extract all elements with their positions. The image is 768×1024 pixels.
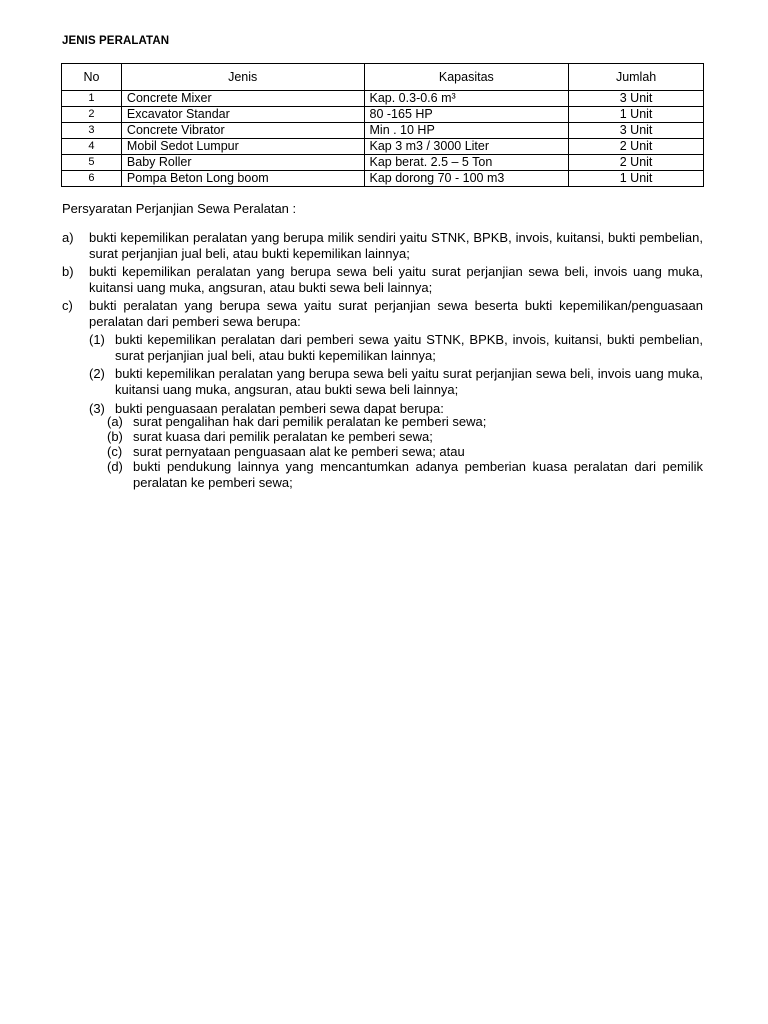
- table-row: [62, 139, 704, 155]
- table-row: [62, 171, 704, 187]
- item-text: bukti kepemilikan peralatan yang berupa sewa beli yaitu surat perjanjian sewa beli, invois uang muka, kuitansi uang muka, angsuran, atau bukti sewa beli lainnya;: [89, 264, 703, 295]
- table-row: [62, 91, 704, 107]
- item-text: bukti kepemilikan peralatan yang berupa milik sendiri yaitu STNK, BPKB, invois, kuitansi, bukti pembelian, surat perjanjian jual beli, atau bukti kepemilikan lainnya;: [89, 230, 703, 261]
- requirement-subitem-1: [89, 332, 703, 363]
- cell-no: 6: [62, 171, 122, 187]
- item-text: bukti peralatan yang berupa sewa yaitu surat perjanjian sewa beserta bukti kepemilikan/penguasaan peralatan dari pemberi sewa berupa:: [89, 298, 703, 329]
- cell-jenis: Concrete Vibrator: [121, 123, 364, 139]
- cell-kapasitas: 80 -165 HP: [364, 107, 569, 123]
- table-header-row: [62, 64, 704, 91]
- requirement-letter-item: [107, 414, 703, 430]
- cell-jenis: Mobil Sedot Lumpur: [121, 139, 364, 155]
- cell-jumlah: 3 Unit: [569, 91, 704, 107]
- item-marker: (3): [89, 401, 105, 416]
- cell-jumlah: 3 Unit: [569, 123, 704, 139]
- requirement-subitem-2: [89, 366, 703, 397]
- header-jumlah: Jumlah: [569, 64, 704, 91]
- cell-kapasitas: Kap 3 m3 / 3000 Liter: [364, 139, 569, 155]
- cell-kapasitas: Kap. 0.3-0.6 m³: [364, 91, 569, 107]
- item-marker: c): [62, 298, 73, 313]
- cell-no: 3: [62, 123, 122, 139]
- requirements-intro: Persyaratan Perjanjian Sewa Peralatan :: [62, 201, 297, 216]
- item-marker: (1): [89, 332, 105, 347]
- item-marker: (a): [107, 414, 123, 429]
- item-text: bukti pendukung lainnya yang mencantumkan adanya pemberian kuasa peralatan dari pemilik peralatan ke pemberi sewa;: [133, 459, 703, 490]
- header-jenis: Jenis: [121, 64, 364, 91]
- item-marker: (2): [89, 366, 105, 381]
- cell-jenis: Excavator Standar: [121, 107, 364, 123]
- cell-kapasitas: Kap berat. 2.5 – 5 Ton: [364, 155, 569, 171]
- item-marker: (c): [107, 444, 123, 459]
- item-marker: b): [62, 264, 74, 279]
- section-heading: JENIS PERALATAN: [62, 35, 170, 47]
- cell-no: 4: [62, 139, 122, 155]
- item-text: surat pengalihan hak dari pemilik peralatan ke pemberi sewa;: [133, 414, 487, 429]
- cell-jenis: Concrete Mixer: [121, 91, 364, 107]
- table-row: [62, 107, 704, 123]
- item-text: bukti kepemilikan peralatan yang berupa sewa beli yaitu surat perjanjian sewa beli, invois uang muka, kuitansi uang muka, angsuran, atau bukti sewa beli lainnya;: [115, 366, 703, 397]
- header-no: No: [62, 64, 122, 91]
- item-text: bukti penguasaan peralatan pemberi sewa dapat berupa:: [115, 401, 444, 416]
- requirement-letter-item: [107, 459, 703, 490]
- requirement-letter-item: [107, 444, 703, 460]
- item-marker: a): [62, 230, 74, 245]
- requirement-item-c: [62, 298, 703, 329]
- cell-kapasitas: Min . 10 HP: [364, 123, 569, 139]
- table-row: [62, 155, 704, 171]
- table-row: [62, 123, 704, 139]
- requirement-letter-item: [107, 429, 703, 445]
- cell-jenis: Baby Roller: [121, 155, 364, 171]
- equipment-table: [61, 63, 704, 187]
- item-marker: (d): [107, 459, 123, 474]
- cell-jumlah: 2 Unit: [569, 155, 704, 171]
- item-text: surat kuasa dari pemilik peralatan ke pemberi sewa;: [133, 429, 433, 444]
- cell-jumlah: 2 Unit: [569, 139, 704, 155]
- header-kapasitas: Kapasitas: [364, 64, 569, 91]
- cell-jumlah: 1 Unit: [569, 171, 704, 187]
- cell-no: 5: [62, 155, 122, 171]
- item-marker: (b): [107, 429, 123, 444]
- cell-no: 1: [62, 91, 122, 107]
- item-text: surat pernyataan penguasaan alat ke pemberi sewa; atau: [133, 444, 465, 459]
- requirement-item-b: [62, 264, 703, 295]
- requirement-item-a: [62, 230, 703, 261]
- item-text: bukti kepemilikan peralatan dari pemberi sewa yaitu STNK, BPKB, invois, kuitansi, bukti pembelian, surat perjanjian jual beli, atau bukti kepemilikan lainnya;: [115, 332, 703, 363]
- cell-jenis: Pompa Beton Long boom: [121, 171, 364, 187]
- cell-kapasitas: Kap dorong 70 - 100 m3: [364, 171, 569, 187]
- cell-jumlah: 1 Unit: [569, 107, 704, 123]
- cell-no: 2: [62, 107, 122, 123]
